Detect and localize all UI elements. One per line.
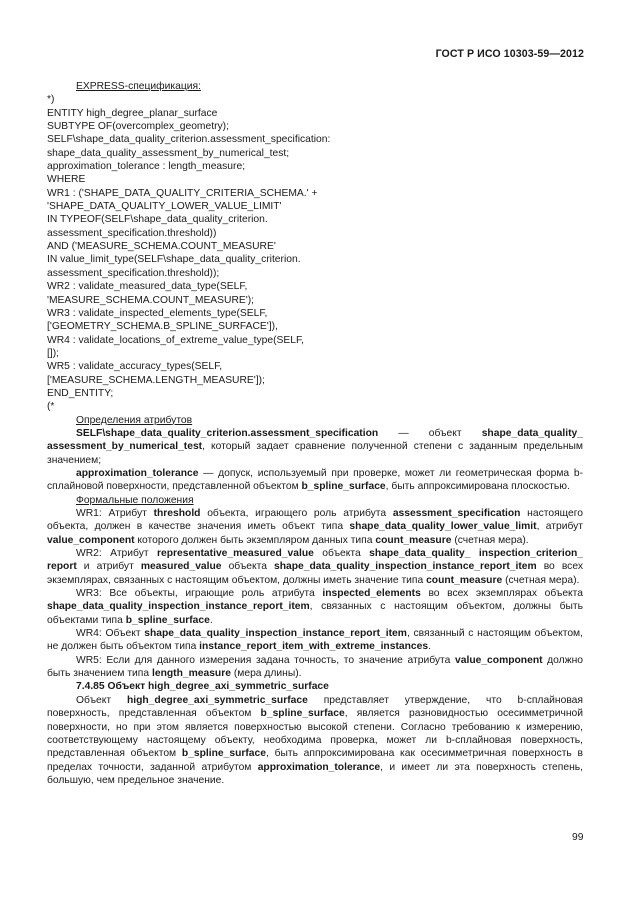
- page-body: [47, 80, 583, 787]
- code-line: assessment_specification.threshold));: [47, 267, 220, 279]
- code-line: ['MEASURE_SCHEMA.LENGTH_MEASURE']);: [47, 374, 265, 386]
- code-line: IN TYPEOF(SELF\shape_data_quality_criterion.: [47, 214, 268, 226]
- code-line: []);: [47, 347, 60, 359]
- code-line: ENTITY high_degree_planar_surface: [47, 107, 218, 119]
- attribute-definition-assessment-specification: SELF\shape_data_quality_criterion.assessment_specification — объект shape_data_quality_ assessment_by_numerical_test, который задает сравнение полученной степени с заданным предельным значением;: [47, 427, 583, 466]
- code-line: WR3 : validate_inspected_elements_type(SELF,: [47, 307, 268, 319]
- code-line: WR2 : validate_measured_data_type(SELF,: [47, 281, 248, 293]
- code-line: AND ('MEASURE_SCHEMA.COUNT_MEASURE': [47, 241, 276, 253]
- code-line: WR1 : ('SHAPE_DATA_QUALITY_CRITERIA_SCHEMA.' +: [47, 187, 318, 199]
- attribute-reference: shape_data_quality_ assessment_by_numerical_test: [47, 427, 583, 453]
- rule-wr2: WR2: Атрибут representative_measured_value объекта shape_data_quality_ inspection_criterion_ report и атрибут measured_value объекта shape_data_quality_inspection_instance_report_item во всех экземплярах, связанных с настоящим объектом, должны иметь значение типа count_measure (счетная мера).: [47, 548, 583, 586]
- attribute-reference: b_spline_surface: [301, 481, 386, 493]
- code-line: shape_data_quality_assessment_by_numerical_test;: [47, 147, 290, 159]
- code-line: WHERE: [47, 174, 86, 186]
- code-line: assessment_specification.threshold)): [47, 227, 217, 239]
- attribute-definition-approximation-tolerance: approximation_tolerance — допуск, используемый при проверке, может ли геометрическая форма b-сплайновой поверхности, представленной объектом b_spline_surface, быть аппроксимирована плоскостью.: [47, 467, 583, 493]
- code-line: WR4 : validate_locations_of_extreme_value_type(SELF,: [47, 334, 304, 346]
- attribute-definitions-heading: Определения атрибутов: [76, 414, 193, 426]
- formal-propositions-heading: Формальные положения: [76, 494, 194, 506]
- page-number: 99: [572, 832, 584, 843]
- rule-wr5: WR5: Если для данного измерения задана точность, то значение атрибута value_component должно быть значением типа length_measure (мера длины).: [47, 654, 583, 680]
- attribute-term: SELF\shape_data_quality_criterion.assessment_specification: [76, 427, 379, 439]
- code-line: IN value_limit_type(SELF\shape_data_quality_criterion.: [47, 254, 301, 266]
- document-header: ГОСТ Р ИСО 10303-59—2012: [435, 48, 584, 60]
- code-line: 'MEASURE_SCHEMA.COUNT_MEASURE');: [47, 294, 255, 306]
- code-line: WR5 : validate_accuracy_types(SELF,: [47, 361, 223, 373]
- section-paragraph: Объект high_degree_axi_symmetric_surface представляет утверждение, что b-сплайновая поверхность, представленная объектом b_spline_surface, является разновидностью осесимметричной поверхности, но при этом является поверхностью высокой степени. Согласно требованию к измерению, соответствующему настоящему объекту, необходима проверка, может ли b-сплайновая поверхность, представленная объектом b_spline_surface, быть аппроксимирована как осесимметричная поверхность в пределах точности, заданной атрибутом approximation_tolerance, и имеет ли эта поверхность степень, большую, чем предельное значение.: [47, 694, 583, 786]
- code-line: SELF\shape_data_quality_criterion.assessment_specification:: [47, 134, 331, 146]
- code-line: SUBTYPE OF(overcomplex_geometry);: [47, 121, 229, 133]
- attribute-term: approximation_tolerance: [76, 467, 199, 479]
- code-line: *): [47, 94, 55, 106]
- rule-wr3: WR3: Все объекты, играющие роль атрибута inspected_elements во всех экземплярах объекта shape_data_quality_inspection_instance_report_item, связанных с настоящим объектом, должны быть объектами типа b_spline_surface.: [47, 588, 583, 626]
- code-line: approximation_tolerance : length_measure;: [47, 161, 246, 173]
- code-line: ['GEOMETRY_SCHEMA.B_SPLINE_SURFACE']),: [47, 321, 278, 333]
- rule-wr4: WR4: Объект shape_data_quality_inspection_instance_report_item, связанный с настоящим объектом, не должен быть объектом типа instance_report_item_with_extreme_instances.: [47, 628, 583, 653]
- rule-wr1: WR1: Атрибут threshold объекта, играющего роль атрибута assessment_specification настоящего объекта, должен в качестве значения иметь объект типа shape_data_quality_lower_value_limit, атрибут value_component которого должен быть экземпляром данных типа count_measure (счетная мера).: [47, 508, 583, 546]
- express-code-block: [47, 93, 583, 413]
- section-heading: 7.4.85 Объект high_degree_axi_symmetric_surface: [76, 681, 329, 693]
- code-line: END_ENTITY;: [47, 387, 114, 399]
- code-line: (*: [47, 401, 55, 413]
- code-line: 'SHAPE_DATA_QUALITY_LOWER_VALUE_LIMIT': [47, 201, 282, 213]
- express-spec-heading: EXPRESS-спецификация:: [76, 81, 201, 92]
